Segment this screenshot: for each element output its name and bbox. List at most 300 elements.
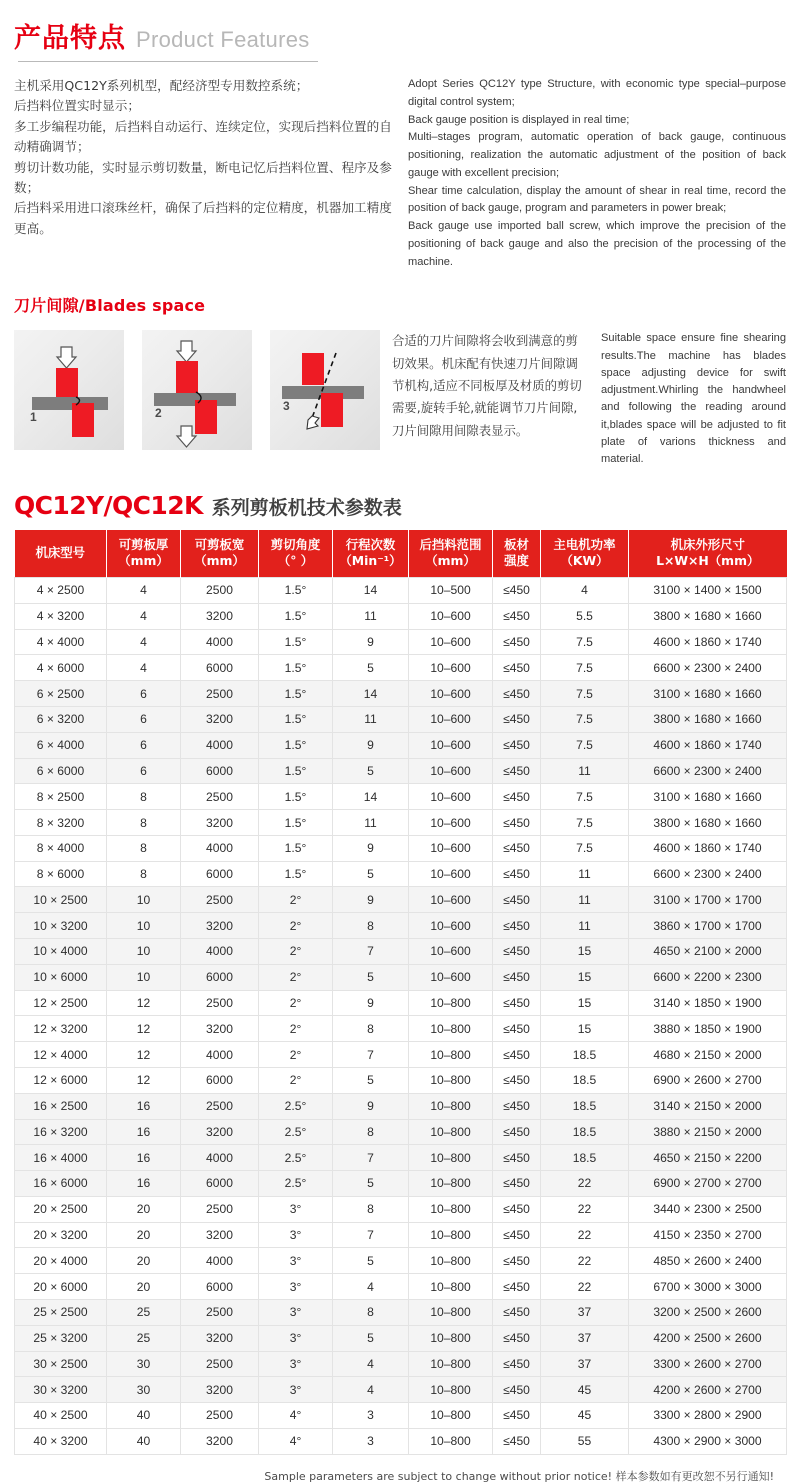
cell-value: 4200 × 2600 × 2700 (629, 1377, 787, 1403)
spec-table-header-cell-6 (493, 530, 541, 578)
header-line-2: L×W×H（mm） (656, 553, 760, 569)
cell-value: 2500 (181, 887, 259, 913)
table-row (15, 603, 787, 629)
cell-value: 22 (541, 1248, 629, 1274)
cell-value: 10–600 (409, 835, 493, 861)
header-line-1: 剪切角度 (270, 536, 321, 552)
cell-value: 22 (541, 1222, 629, 1248)
cell-value: ≤450 (493, 1299, 541, 1325)
text-paragraph: 剪切计数功能，实时显示剪切数量，断电记忆后挡料位置、程序及参数； (14, 159, 392, 195)
table-row (15, 629, 787, 655)
cell-value: ≤450 (493, 990, 541, 1016)
cell-value: 10–600 (409, 964, 493, 990)
cell-value: 10 (107, 964, 181, 990)
cell-value: 8 (333, 1016, 409, 1042)
cell-value: 2° (259, 887, 333, 913)
cell-value: 4000 (181, 1145, 259, 1171)
text-paragraph: Multi–stages program, automatic operation of back gauge, continuous positioning, realization the automatic adjustment of the position of back gauge with excellent precision; (408, 131, 786, 179)
cell-value: 12 (107, 1016, 181, 1042)
cell-value: ≤450 (493, 1093, 541, 1119)
cell-value: ≤450 (493, 810, 541, 836)
cell-value: 8 (107, 835, 181, 861)
header-line-2: （mm） (425, 553, 476, 569)
cell-value: 3860 × 1700 × 1700 (629, 913, 787, 939)
cell-value: 9 (333, 887, 409, 913)
cell-model: 40 × 3200 (15, 1428, 107, 1454)
cell-value: 1.5° (259, 603, 333, 629)
cell-value: 3° (259, 1222, 333, 1248)
cell-value: 18.5 (541, 1119, 629, 1145)
cell-value: 3200 (181, 1325, 259, 1351)
cell-value: 5 (333, 1067, 409, 1093)
text-paragraph: 多工步编程功能，后挡料自动运行、连续定位，实现后挡料位置的自动精确调节； (14, 118, 392, 155)
cell-value: ≤450 (493, 1171, 541, 1197)
cell-value: ≤450 (493, 1377, 541, 1403)
cell-value: ≤450 (493, 1196, 541, 1222)
cell-value: 11 (541, 887, 629, 913)
spec-table-header-cell-5 (409, 530, 493, 578)
blade-diagram-3 (270, 330, 380, 450)
cell-value: ≤450 (493, 913, 541, 939)
cell-value: 7.5 (541, 810, 629, 836)
cell-value: 3200 (181, 1222, 259, 1248)
cell-value: 4000 (181, 835, 259, 861)
cell-value: 10–800 (409, 1119, 493, 1145)
cell-model: 4 × 4000 (15, 629, 107, 655)
cell-value: 1.5° (259, 655, 333, 681)
cell-value: 12 (107, 1067, 181, 1093)
cell-value: 20 (107, 1248, 181, 1274)
table-row (15, 1067, 787, 1093)
spec-table-brand: QC12Y/QC12K (14, 490, 203, 520)
cell-value: 10 (107, 939, 181, 965)
cell-value: 10 (107, 913, 181, 939)
cell-value: 10–600 (409, 732, 493, 758)
cell-model: 16 × 3200 (15, 1119, 107, 1145)
cell-value: 10–600 (409, 913, 493, 939)
cell-value: 18.5 (541, 1042, 629, 1068)
header-line-1: 板材 (504, 536, 529, 552)
table-row (15, 758, 787, 784)
cell-value: 3880 × 1850 × 1900 (629, 1016, 787, 1042)
cell-value: ≤450 (493, 1067, 541, 1093)
cell-value: 6 (107, 732, 181, 758)
text-paragraph: 主机采用QC12Y系列机型，配经济型专用数控系统； (14, 78, 309, 93)
cell-value: ≤450 (493, 603, 541, 629)
features-block (14, 76, 786, 271)
cell-value: 2° (259, 990, 333, 1016)
cell-value: 8 (333, 1119, 409, 1145)
cell-value: 4 (333, 1351, 409, 1377)
cell-value: ≤450 (493, 1428, 541, 1454)
cell-value: 7.5 (541, 707, 629, 733)
cell-value: 20 (107, 1222, 181, 1248)
cell-value: 37 (541, 1325, 629, 1351)
cell-value: 11 (541, 913, 629, 939)
cell-model: 4 × 6000 (15, 655, 107, 681)
cell-value: ≤450 (493, 939, 541, 965)
cell-value: 11 (541, 861, 629, 887)
cell-value: 1.5° (259, 810, 333, 836)
cell-model: 8 × 6000 (15, 861, 107, 887)
cell-value: ≤450 (493, 681, 541, 707)
cell-value: 12 (107, 1042, 181, 1068)
header-line-2: （KW） (560, 553, 609, 569)
cell-value: 3100 × 1400 × 1500 (629, 578, 787, 604)
cell-value: 1.5° (259, 681, 333, 707)
cell-value: 3440 × 2300 × 2500 (629, 1196, 787, 1222)
spec-table-header-cell-4 (333, 530, 409, 578)
cell-value: ≤450 (493, 1042, 541, 1068)
cell-value: ≤450 (493, 1119, 541, 1145)
cell-value: 3° (259, 1248, 333, 1274)
cell-value: 3200 (181, 707, 259, 733)
cell-value: 14 (333, 578, 409, 604)
cell-model: 12 × 3200 (15, 1016, 107, 1042)
cell-value: 10–800 (409, 1196, 493, 1222)
cell-value: ≤450 (493, 578, 541, 604)
diagram-label-1: 1 (30, 410, 37, 425)
cell-value: 10–600 (409, 810, 493, 836)
cell-value: 1.5° (259, 784, 333, 810)
cell-value: 6000 (181, 1274, 259, 1300)
cell-model: 4 × 2500 (15, 578, 107, 604)
cell-value: 10–600 (409, 629, 493, 655)
cell-value: 11 (333, 707, 409, 733)
adjust-direction-indicator-3 (270, 330, 380, 450)
cell-value: 11 (333, 603, 409, 629)
table-row (15, 939, 787, 965)
header-line-1: 机床外形尺寸 (670, 536, 745, 552)
cell-value: 10–800 (409, 990, 493, 1016)
cell-value: ≤450 (493, 1351, 541, 1377)
header-line-2: （° ） (277, 553, 314, 569)
cell-value: 40 (107, 1428, 181, 1454)
cell-value: 7.5 (541, 629, 629, 655)
cell-value: 4000 (181, 1248, 259, 1274)
header-line-1: 可剪板厚 (118, 536, 169, 552)
table-row (15, 861, 787, 887)
cell-value: 2° (259, 913, 333, 939)
cell-model: 12 × 2500 (15, 990, 107, 1016)
table-row (15, 1299, 787, 1325)
cell-value: ≤450 (493, 835, 541, 861)
table-row (15, 578, 787, 604)
shear-gap-curve-2 (142, 330, 252, 450)
cell-value: ≤450 (493, 1222, 541, 1248)
table-row (15, 810, 787, 836)
cell-value: 8 (333, 1299, 409, 1325)
table-row (15, 990, 787, 1016)
cell-model: 4 × 3200 (15, 603, 107, 629)
cell-model: 20 × 6000 (15, 1274, 107, 1300)
product-features-heading (14, 0, 786, 55)
cell-value: 10–800 (409, 1171, 493, 1197)
cell-value: 5 (333, 1171, 409, 1197)
cell-model: 10 × 6000 (15, 964, 107, 990)
table-row (15, 913, 787, 939)
cell-value: 7 (333, 1145, 409, 1171)
cell-value: 6 (107, 681, 181, 707)
cell-value: 3° (259, 1325, 333, 1351)
text-paragraph: 后挡料位置实时显示； (14, 98, 140, 114)
cell-model: 30 × 3200 (15, 1377, 107, 1403)
blades-text-en: Suitable space ensure fine shearing results.The machine has blades space adjusting device for swift adjustment.Whirling the handwheel and following the reading around it,blades space will be adjusted to fit plate of varions thickness and material. (601, 332, 786, 466)
cell-value: 22 (541, 1196, 629, 1222)
cell-value: ≤450 (493, 707, 541, 733)
cell-value: 14 (333, 784, 409, 810)
cell-value: 16 (107, 1145, 181, 1171)
cell-value: 6600 × 2300 × 2400 (629, 758, 787, 784)
cell-value: 1.5° (259, 861, 333, 887)
spec-table-heading (14, 491, 786, 520)
cell-value: 5 (333, 861, 409, 887)
table-row (15, 1119, 787, 1145)
spec-table-header-cell-7 (541, 530, 629, 578)
section-title-cn: 产品特点 (14, 23, 126, 54)
cell-model: 8 × 2500 (15, 784, 107, 810)
cell-model: 12 × 4000 (15, 1042, 107, 1068)
cell-value: 2° (259, 1016, 333, 1042)
cell-value: 7 (333, 1222, 409, 1248)
cell-value: 6000 (181, 758, 259, 784)
cell-value: 20 (107, 1274, 181, 1300)
cell-value: 5 (333, 1325, 409, 1351)
cell-value: 2.5° (259, 1119, 333, 1145)
cell-value: 3800 × 1680 × 1660 (629, 810, 787, 836)
cell-value: 15 (541, 1016, 629, 1042)
cell-value: 3° (259, 1274, 333, 1300)
header-line-1: 机床型号 (35, 544, 86, 560)
cell-value: 10–800 (409, 1274, 493, 1300)
cell-value: 12 (107, 990, 181, 1016)
cell-value: 10–800 (409, 1248, 493, 1274)
cell-value: 2500 (181, 681, 259, 707)
cell-value: 3200 (181, 1016, 259, 1042)
diagram-label-3: 3 (283, 399, 290, 414)
cell-value: 11 (541, 758, 629, 784)
cell-value: 10–800 (409, 1067, 493, 1093)
cell-value: 4° (259, 1428, 333, 1454)
cell-value: 6000 (181, 964, 259, 990)
cell-value: 2500 (181, 990, 259, 1016)
spec-table-subtitle: 系列剪板机技术参数表 (211, 496, 402, 519)
table-row (15, 1196, 787, 1222)
table-row (15, 1171, 787, 1197)
cell-value: 10–600 (409, 655, 493, 681)
cell-value: 4000 (181, 629, 259, 655)
cell-value: 4000 (181, 1042, 259, 1068)
header-line-1: 行程次数 (345, 536, 396, 552)
cell-value: ≤450 (493, 887, 541, 913)
cell-value: 8 (107, 861, 181, 887)
cell-value: 6000 (181, 861, 259, 887)
cell-value: 3200 (181, 1119, 259, 1145)
cell-value: 15 (541, 964, 629, 990)
cell-value: 3200 (181, 603, 259, 629)
blades-space-block (14, 330, 786, 468)
cell-value: 25 (107, 1325, 181, 1351)
cell-value: 7 (333, 939, 409, 965)
cell-value: 10–500 (409, 578, 493, 604)
cell-value: 3° (259, 1351, 333, 1377)
cell-value: 4650 × 2100 × 2000 (629, 939, 787, 965)
cell-value: 3200 × 2500 × 2600 (629, 1299, 787, 1325)
cell-value: 10–800 (409, 1351, 493, 1377)
table-row (15, 1377, 787, 1403)
cell-value: ≤450 (493, 1403, 541, 1429)
cell-value: ≤450 (493, 1274, 541, 1300)
cell-model: 16 × 4000 (15, 1145, 107, 1171)
cell-value: ≤450 (493, 655, 541, 681)
cell-value: 2° (259, 964, 333, 990)
heading-divider (18, 61, 318, 62)
cell-value: 3 (333, 1428, 409, 1454)
cell-value: 2° (259, 939, 333, 965)
cell-value: 16 (107, 1171, 181, 1197)
cell-model: 6 × 2500 (15, 681, 107, 707)
cell-value: 10–600 (409, 784, 493, 810)
cell-value: 2500 (181, 1351, 259, 1377)
cell-value: 3300 × 2600 × 2700 (629, 1351, 787, 1377)
cell-model: 8 × 3200 (15, 810, 107, 836)
cell-value: 7.5 (541, 835, 629, 861)
cell-value: 8 (333, 1196, 409, 1222)
cell-value: 6000 (181, 1171, 259, 1197)
cell-value: ≤450 (493, 784, 541, 810)
section-title-en: Product Features (136, 27, 310, 52)
cell-value: 15 (541, 939, 629, 965)
cell-value: 18.5 (541, 1067, 629, 1093)
cell-value: 3200 (181, 810, 259, 836)
cell-value: 10–600 (409, 707, 493, 733)
cell-value: 6900 × 2700 × 2700 (629, 1171, 787, 1197)
blades-text-cn: 合适的刀片间隙将会收到满意的剪切效果。机床配有快速刀片间隙调节机构,适应不同板厚及材质的剪切需要,旋转手轮,就能调节刀片间隙,刀片间隙用间隙表显示。 (392, 333, 582, 438)
cell-value: 3100 × 1680 × 1660 (629, 681, 787, 707)
cell-value: 10 (107, 887, 181, 913)
cell-value: 11 (333, 810, 409, 836)
cell-value: ≤450 (493, 1016, 541, 1042)
spec-table-header-cell-8 (629, 530, 787, 578)
cell-value: 4000 (181, 939, 259, 965)
cell-value: 4 (107, 629, 181, 655)
cell-value: 9 (333, 629, 409, 655)
cell-value: 2500 (181, 578, 259, 604)
cell-model: 16 × 6000 (15, 1171, 107, 1197)
table-row (15, 1248, 787, 1274)
cell-value: 2500 (181, 1299, 259, 1325)
cell-value: 18.5 (541, 1093, 629, 1119)
cell-model: 25 × 2500 (15, 1299, 107, 1325)
cell-value: 10–800 (409, 1145, 493, 1171)
cell-value: 45 (541, 1403, 629, 1429)
header-line-2: （Min⁻¹） (339, 553, 402, 569)
cell-value: 7.5 (541, 681, 629, 707)
cell-value: 3100 × 1700 × 1700 (629, 887, 787, 913)
cell-value: 10–800 (409, 1428, 493, 1454)
cell-value: 1.5° (259, 707, 333, 733)
cell-value: 4 (107, 578, 181, 604)
cell-value: 2.5° (259, 1145, 333, 1171)
cell-value: 4 (107, 655, 181, 681)
text-paragraph: Back gauge use imported ball screw, which improve the precision of the positioning of back gauge and also the precision of the processing of the machine. (408, 220, 786, 268)
cell-value: 2500 (181, 784, 259, 810)
cell-value: 8 (333, 913, 409, 939)
cell-value: 10–800 (409, 1377, 493, 1403)
cell-value: 10–800 (409, 1299, 493, 1325)
cell-value: 30 (107, 1377, 181, 1403)
header-line-1: 主电机功率 (553, 536, 616, 552)
shear-gap-curve-1 (14, 330, 124, 450)
cell-value: 30 (107, 1351, 181, 1377)
cell-value: 10–800 (409, 1325, 493, 1351)
blades-space-heading: 刀片间隙/Blades space (14, 296, 206, 316)
cell-value: 6000 (181, 1067, 259, 1093)
cell-value: 4 (541, 578, 629, 604)
cell-value: 7 (333, 1042, 409, 1068)
spec-table-header-cell-2 (181, 530, 259, 578)
cell-value: 55 (541, 1428, 629, 1454)
cell-value: 3° (259, 1196, 333, 1222)
cell-value: ≤450 (493, 861, 541, 887)
cell-value: 10–600 (409, 861, 493, 887)
cell-value: 10–600 (409, 887, 493, 913)
header-line-2: （mm） (194, 553, 245, 569)
cell-value: 4 (333, 1377, 409, 1403)
cell-value: 16 (107, 1119, 181, 1145)
spec-table-body (15, 578, 787, 1455)
cell-value: 3 (333, 1403, 409, 1429)
cell-value: ≤450 (493, 1325, 541, 1351)
cell-value: 4600 × 1860 × 1740 (629, 629, 787, 655)
cell-value: 4300 × 2900 × 3000 (629, 1428, 787, 1454)
cell-value: 4850 × 2600 × 2400 (629, 1248, 787, 1274)
table-row (15, 1222, 787, 1248)
cell-value: 4680 × 2150 × 2000 (629, 1042, 787, 1068)
cell-value: 3100 × 1680 × 1660 (629, 784, 787, 810)
table-row (15, 964, 787, 990)
cell-value: 3200 (181, 1428, 259, 1454)
cell-value: 2° (259, 1042, 333, 1068)
cell-value: 9 (333, 990, 409, 1016)
cell-value: 4 (107, 603, 181, 629)
cell-value: 3200 (181, 1377, 259, 1403)
cell-value: 18.5 (541, 1145, 629, 1171)
cell-value: ≤450 (493, 1145, 541, 1171)
cell-model: 8 × 4000 (15, 835, 107, 861)
header-line-2: （mm） (118, 553, 169, 569)
spec-table-header-cell-1 (107, 530, 181, 578)
cell-value: 4° (259, 1403, 333, 1429)
cell-model: 20 × 4000 (15, 1248, 107, 1274)
cell-value: 45 (541, 1377, 629, 1403)
cell-value: 10–800 (409, 1222, 493, 1248)
cell-model: 16 × 2500 (15, 1093, 107, 1119)
cell-value: 2° (259, 1067, 333, 1093)
table-row (15, 655, 787, 681)
blade-diagram-2 (142, 330, 252, 450)
cell-model: 20 × 2500 (15, 1196, 107, 1222)
text-paragraph: 后挡料采用进口滚珠丝杆，确保了后挡料的定位精度，机器加工精度更高。 (14, 200, 392, 236)
cell-value: 37 (541, 1351, 629, 1377)
cell-value: ≤450 (493, 629, 541, 655)
cell-value: 7.5 (541, 655, 629, 681)
features-text-cn (14, 76, 394, 271)
cell-value: 4600 × 1860 × 1740 (629, 732, 787, 758)
blades-space-text (380, 330, 786, 468)
cell-value: 10–600 (409, 758, 493, 784)
cell-value: 4000 (181, 732, 259, 758)
